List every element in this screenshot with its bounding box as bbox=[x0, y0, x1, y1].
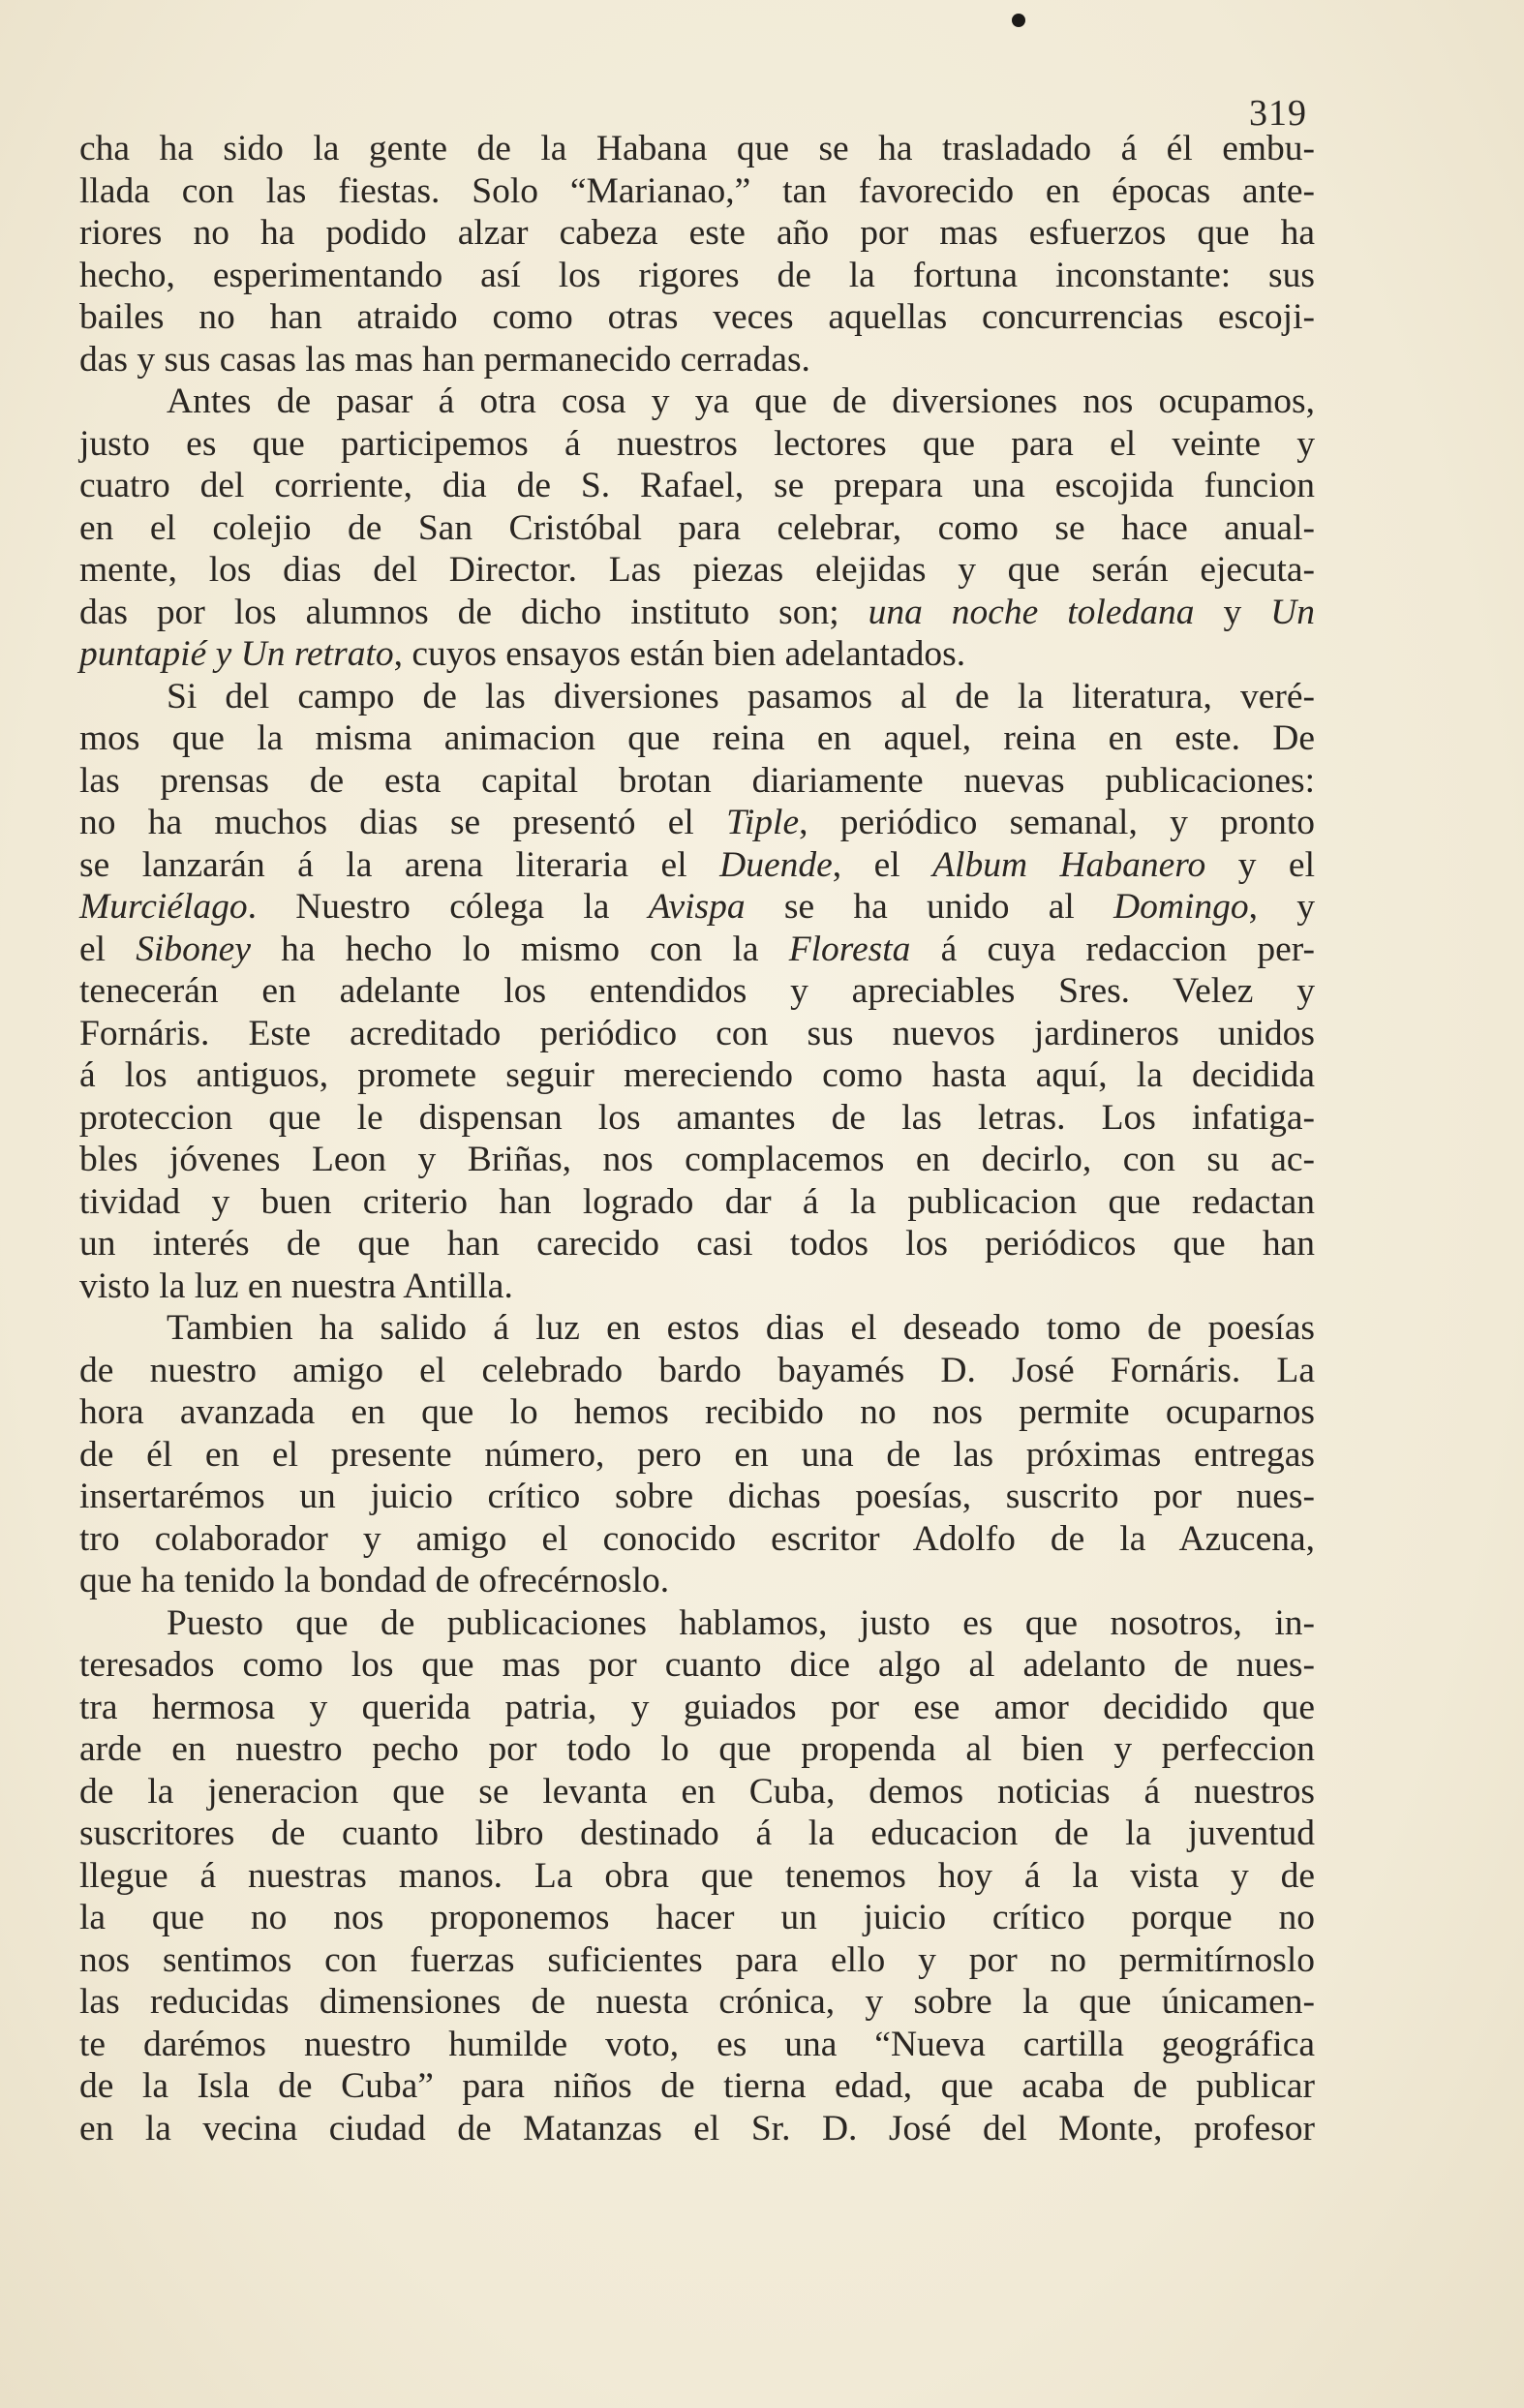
line-text: das y sus casas las mas han permanecido cerradas. bbox=[79, 339, 810, 380]
text-line bbox=[79, 1771, 1315, 1814]
text-line bbox=[79, 1350, 1315, 1392]
line-text: teresados como los que mas por cuanto dice algo al adelanto de nues- bbox=[79, 1645, 1315, 1685]
text-line bbox=[79, 1223, 1315, 1265]
text-line bbox=[79, 507, 1315, 550]
line-text: Fornáris. Este acreditado periódico con sus nuevos jardineros unidos bbox=[79, 1013, 1315, 1053]
line-text: no ha muchos dias se presentó el bbox=[79, 803, 727, 842]
text-line bbox=[79, 2024, 1315, 2066]
text-line bbox=[79, 929, 1315, 971]
text-line bbox=[79, 128, 1315, 170]
text-line bbox=[79, 717, 1315, 760]
italic-title: una noche toledana bbox=[868, 592, 1195, 632]
line-text: ha hecho lo mismo con la bbox=[250, 929, 789, 969]
line-text: suscritores de cuanto libro destinado á la educacion de la juventud bbox=[79, 1814, 1315, 1853]
line-text: hecho, esperimentando así los rigores de la fortuna inconstante: sus bbox=[79, 255, 1315, 295]
text-line bbox=[79, 1518, 1315, 1561]
line-text: á cuya redaccion per- bbox=[910, 929, 1315, 969]
italic-title: Floresta bbox=[788, 929, 911, 969]
line-text: tividad y buen criterio han logrado dar á la publicacion que redactan bbox=[79, 1181, 1315, 1222]
text-line bbox=[79, 886, 1315, 929]
text-line bbox=[79, 1139, 1315, 1181]
line-text: Antes de pasar á otra cosa y ya que de diversiones nos ocupamos, bbox=[167, 381, 1315, 421]
line-text: , periódico semanal, y pronto bbox=[799, 803, 1316, 842]
text-line bbox=[79, 423, 1315, 466]
text-line bbox=[79, 2108, 1315, 2150]
text-line bbox=[79, 1181, 1315, 1224]
italic-title: Duende bbox=[719, 844, 833, 885]
text-line bbox=[79, 339, 1315, 381]
line-text: riores no ha podido alzar cabeza este año por mas esfuerzos que ha bbox=[79, 213, 1315, 253]
line-text: á los antiguos, promete seguir mereciendo como hasta aquí, la decidida bbox=[79, 1055, 1315, 1095]
line-text: Puesto que de publicaciones hablamos, justo es que nosotros, in- bbox=[167, 1602, 1315, 1643]
line-text: que ha tenido la bondad de ofrecérnoslo. bbox=[79, 1561, 670, 1600]
italic-title: Siboney bbox=[136, 929, 251, 969]
text-line bbox=[79, 802, 1315, 844]
line-text: tro colaborador y amigo el conocido escritor Adolfo de la Azucena, bbox=[79, 1518, 1315, 1559]
line-text: se lanzarán á la arena literaria el bbox=[79, 844, 720, 885]
text-line bbox=[79, 1054, 1315, 1097]
line-text: se ha unido al bbox=[745, 887, 1114, 927]
text-line bbox=[79, 970, 1315, 1013]
text-line bbox=[79, 1434, 1315, 1477]
text-line bbox=[79, 381, 1315, 423]
line-text: la que no nos proponemos hacer un juicio crítico porque no bbox=[79, 1898, 1315, 1937]
text-line bbox=[79, 592, 1315, 634]
line-text: te darémos nuestro humilde voto, es una “Nueva cartilla geográfica bbox=[79, 2024, 1315, 2064]
line-text: hora avanzada en que lo hemos recibido no nos permite ocuparnos bbox=[79, 1392, 1315, 1432]
line-text: tenecerán en adelante los entendidos y apreciables Sres. Velez y bbox=[79, 971, 1315, 1011]
italic-title: Album Habanero bbox=[932, 844, 1206, 885]
line-text: cuatro del corriente, dia de S. Rafael, se prepara una escojida funcion bbox=[79, 466, 1315, 505]
line-text: visto la luz en nuestra Antilla. bbox=[79, 1265, 513, 1306]
text-line bbox=[79, 549, 1315, 592]
text-line bbox=[79, 170, 1315, 213]
ink-dot bbox=[1012, 14, 1025, 27]
italic-title: puntapié y Un retrato bbox=[79, 634, 394, 674]
line-text: Si del campo de las diversiones pasamos al de la literatura, veré- bbox=[167, 676, 1315, 716]
line-text: arde en nuestro pecho por todo lo que propenda al bien y perfeccion bbox=[79, 1729, 1315, 1769]
line-text: Tambien ha salido á luz en estos dias el deseado tomo de poesías bbox=[167, 1308, 1315, 1348]
line-text: y bbox=[1194, 592, 1271, 632]
line-text: justo es que participemos á nuestros lectores que para el veinte y bbox=[79, 423, 1315, 464]
text-line bbox=[79, 465, 1315, 507]
text-line bbox=[79, 1265, 1315, 1308]
line-text: proteccion que le dispensan los amantes de las letras. Los infatiga- bbox=[79, 1097, 1315, 1138]
text-line bbox=[79, 676, 1315, 718]
line-text: de la jeneracion que se levanta en Cuba, demos noticias á nuestros bbox=[79, 1771, 1315, 1812]
text-line bbox=[79, 2065, 1315, 2108]
italic-title: Un bbox=[1270, 592, 1315, 632]
text-line bbox=[79, 633, 1315, 676]
line-text: el bbox=[79, 929, 137, 969]
text-line bbox=[79, 296, 1315, 339]
line-text: de nuestro amigo el celebrado bardo bayamés D. José Fornáris. La bbox=[79, 1350, 1315, 1390]
italic-title: Tiple bbox=[726, 803, 800, 842]
text-line bbox=[79, 1687, 1315, 1729]
line-text: das por los alumnos de dicho instituto son; bbox=[79, 592, 869, 632]
text-line bbox=[79, 1728, 1315, 1771]
line-text: las prensas de esta capital brotan diariamente nuevas publicaciones: bbox=[79, 760, 1315, 801]
line-text: , cuyos ensayos están bien adelantados. bbox=[393, 634, 966, 674]
line-text: nos sentimos con fuerzas suficientes para ello y por no permitírnoslo bbox=[79, 1939, 1315, 1980]
text-line bbox=[79, 1897, 1315, 1939]
line-text: en el colejio de San Cristóbal para celebrar, como se hace anual- bbox=[79, 507, 1315, 548]
line-text: llegue á nuestras manos. La obra que tenemos hoy á la vista y de bbox=[79, 1855, 1315, 1896]
line-text: , y bbox=[1248, 887, 1316, 927]
italic-title: Avispa bbox=[648, 887, 746, 927]
line-text: las reducidas dimensiones de nuesta crónica, y sobre la que únicamen- bbox=[79, 1982, 1315, 2022]
text-line bbox=[79, 1644, 1315, 1687]
line-text: tra hermosa y querida patria, y guiados por ese amor decidido que bbox=[79, 1687, 1315, 1727]
text-line bbox=[79, 255, 1315, 297]
line-text: insertarémos un juicio crítico sobre dichas poesías, suscrito por nues- bbox=[79, 1477, 1315, 1516]
text-line bbox=[79, 1307, 1315, 1350]
line-text: bailes no han atraido como otras veces aquellas concurrencias escoji- bbox=[79, 297, 1315, 337]
text-line bbox=[79, 1097, 1315, 1140]
text-line bbox=[79, 1939, 1315, 1982]
text-line bbox=[79, 1855, 1315, 1898]
italic-title: Domingo bbox=[1113, 887, 1249, 927]
line-text: cha ha sido la gente de la Habana que se ha trasladado á él embu- bbox=[79, 129, 1315, 168]
body-text bbox=[79, 128, 1315, 2149]
line-text: bles jóvenes Leon y Briñas, nos complacemos en decirlo, con su ac- bbox=[79, 1140, 1315, 1179]
text-line bbox=[79, 844, 1315, 887]
line-text: en la vecina ciudad de Matanzas el Sr. D. José del Monte, profesor bbox=[79, 2108, 1315, 2149]
text-line bbox=[79, 1391, 1315, 1434]
text-line bbox=[79, 760, 1315, 803]
line-text: . Nuestro cólega la bbox=[247, 887, 649, 927]
line-text: de la Isla de Cuba” para niños de tierna edad, que acaba de publicar bbox=[79, 2066, 1315, 2106]
line-text: mos que la misma animacion que reina en aquel, reina en este. De bbox=[79, 718, 1315, 758]
text-line bbox=[79, 1013, 1315, 1055]
italic-title: Murciélago bbox=[79, 887, 248, 927]
line-text: mente, los dias del Director. Las piezas elejidas y que serán ejecuta- bbox=[79, 550, 1315, 590]
text-line bbox=[79, 212, 1315, 255]
text-line bbox=[79, 1560, 1315, 1602]
page-number: 319 bbox=[1249, 93, 1307, 134]
text-line bbox=[79, 1602, 1315, 1645]
text-line bbox=[79, 1981, 1315, 2024]
line-text: llada con las fiestas. Solo “Marianao,” tan favorecido en épocas ante- bbox=[79, 170, 1315, 211]
line-text: , el bbox=[832, 844, 933, 885]
text-line bbox=[79, 1476, 1315, 1518]
text-line bbox=[79, 1813, 1315, 1855]
line-text: y el bbox=[1205, 844, 1315, 885]
line-text: un interés de que han carecido casi todos los periódicos que han bbox=[79, 1224, 1315, 1264]
line-text: de él en el presente número, pero en una de las próximas entregas bbox=[79, 1434, 1315, 1475]
